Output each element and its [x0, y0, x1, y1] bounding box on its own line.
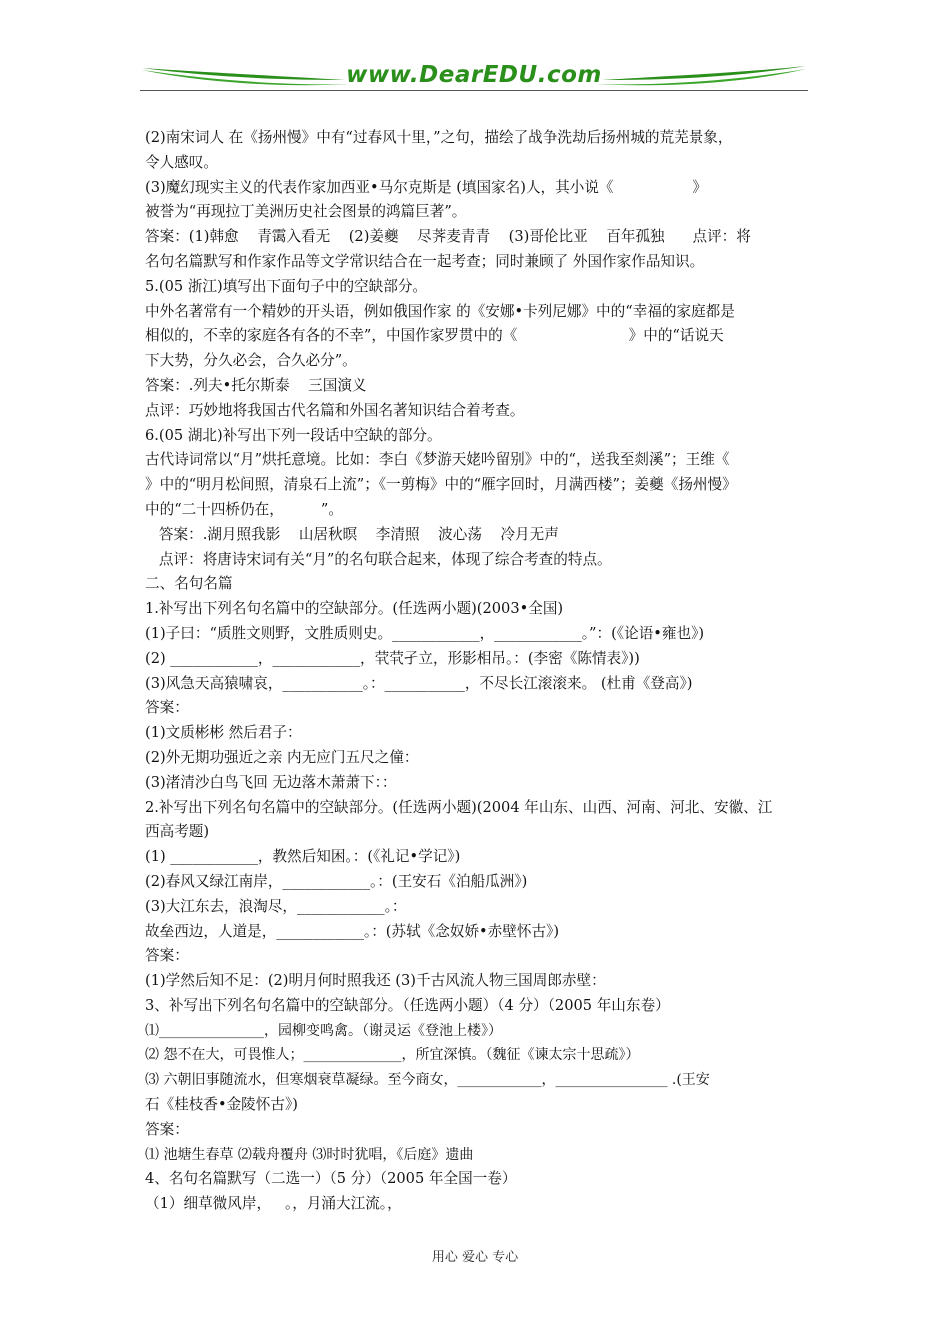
text-line: (2) ____________，____________，茕茕孑立，形影相吊。：(李密《陈情表》)) — [145, 649, 640, 667]
text-line: 下大势，分久必会，合久必分”。 — [145, 352, 357, 370]
text-line: 》中的“明月松间照，清泉石上流”；《一剪梅》中的“雁字回时，月满西楼”；姜夔《扬州慢》 — [145, 476, 737, 494]
text-line: （1）细草微风岸， 。，月涌大江流。， — [145, 1195, 402, 1213]
text-line: 6.(05 湖北)补写出下列一段话中空缺的部分。 — [145, 426, 442, 444]
text-line: (2)外无期功强近之亲 内无应门五尺之僮： — [145, 748, 419, 766]
text-line: 答案：.湖月照我影 山居秋暝 李清照 波心荡 冷月无声 — [145, 525, 559, 543]
text-line: 点评：巧妙地将我国古代名篇和外国名著知识结合着考查。 — [145, 401, 525, 419]
text-line: 3、补写出下列名句名篇中的空缺部分。（任选两小题）（4 分）（2005 年山东卷） — [145, 996, 670, 1014]
text-line: (3)风急天高猿啸哀，___________。：___________，不尽长江滚滚来。 (杜甫《登高》) — [145, 674, 693, 692]
text-line: 古代诗词常以“月”烘托意境。比如：李白《梦游天姥吟留别》中的“，送我至剡溪”；王维《 — [145, 451, 730, 469]
page-header — [140, 58, 808, 98]
document-body — [145, 126, 810, 1217]
text-line: ⑴ 池塘生春草 ⑵载舟覆舟 ⑶时时犹唱，《后庭》遗曲 — [145, 1146, 474, 1163]
text-line: 西高考题) — [145, 823, 210, 841]
text-line: (1)学然后知不足：(2)明月何时照我还 (3)千古风流人物三国周郎赤壁： — [145, 972, 606, 990]
text-line: (2)南宋词人 在《扬州慢》中有“过春风十里，”之句，描绘了战争洗劫后扬州城的荒芜景象， — [145, 129, 733, 146]
text-line: 答案：(1)韩愈 青霭入看无 (2)姜夔 尽荠麦青青 (3)哥伦比亚 百年孤独 点评：将 — [145, 228, 751, 246]
text-line: (3)魔幻现实主义的代表作家加西亚•马尔克斯是 (填国家名)人，其小说《 》 — [145, 178, 707, 196]
text-line: 中的“二十四桥仍在， ”。 — [145, 500, 343, 518]
text-line: 答案： — [145, 947, 189, 965]
text-line: (3)渚清沙白鸟飞回 无边落木萧萧下：： — [145, 773, 397, 791]
text-line: 5.(05 浙江)填写出下面句子中的空缺部分。 — [145, 277, 428, 295]
text-line: ⑴_______________，园柳变鸣禽。（谢灵运《登池上楼》） — [145, 1022, 502, 1039]
text-line: 相似的，不幸的家庭各有各的不幸”，中国作家罗贯中的《 》中的“话说天 — [145, 327, 724, 345]
text-line: ⑵ 怨不在大，可畏惟人；______________，所宜深慎。（魏征《谏太宗十思疏》） — [145, 1047, 640, 1064]
text-line: 石《桂枝香•金陵怀古》) — [145, 1096, 298, 1114]
page-footer: 用心 爱心 专心 — [431, 1250, 519, 1265]
header-rule — [140, 90, 808, 91]
text-line: 答案： — [145, 1120, 189, 1138]
section-heading: 二、名句名篇 — [145, 575, 233, 593]
text-line: 令人感叹。 — [145, 153, 218, 171]
text-line: 名句名篇默写和作家作品等文学常识结合在一起考查；同时兼顾了 外国作家作品知识。 — [145, 252, 705, 270]
text-line: 被誉为“再现拉丁美洲历史社会图景的鸿篇巨著”。 — [145, 203, 467, 221]
text-line: 4、名句名篇默写（二选一）（5 分）（2005 年全国一卷） — [145, 1170, 517, 1188]
text-line: 2.补写出下列名句名篇中的空缺部分。(任选两小题)(2004 年山东、山西、河南、河北、安徽、江 — [145, 798, 773, 816]
text-line: 点评：将唐诗宋词有关“月”的名句联合起来，体现了综合考查的特点。 — [145, 550, 612, 568]
text-line: 1.补写出下列名句名篇中的空缺部分。(任选两小题)(2003•全国) — [145, 600, 564, 618]
text-line: 答案： — [145, 699, 189, 717]
site-logo[interactable]: www.DearEDU.com — [346, 62, 602, 88]
text-line: ⑶ 六朝旧事随流水，但寒烟衰草凝绿。至今商女，____________，________________ .(王安 — [145, 1072, 710, 1089]
text-line: (1)子曰：“质胜文则野，文胜质则史。____________，____________。”：(《论语•雍也》) — [145, 624, 705, 642]
text-line: (1) ____________，教然后知困。：(《礼记•学记》) — [145, 848, 461, 866]
text-line: (3)大江东去，浪淘尽，____________。： — [145, 897, 407, 915]
text-line: 故垒西边，人道是，____________。：(苏轼《念奴娇•赤壁怀古》) — [145, 922, 560, 940]
text-line: (1)文质彬彬 然后君子： — [145, 724, 302, 742]
text-line: (2)春风又绿江南岸，____________。：(王安石《泊船瓜洲》) — [145, 872, 528, 890]
text-line: 答案：.列夫•托尔斯泰 三国演义 — [145, 376, 367, 394]
text-line: 中外名著常有一个精妙的开头语，例如俄国作家 的《安娜•卡列尼娜》中的“幸福的家庭都是 — [145, 302, 735, 320]
